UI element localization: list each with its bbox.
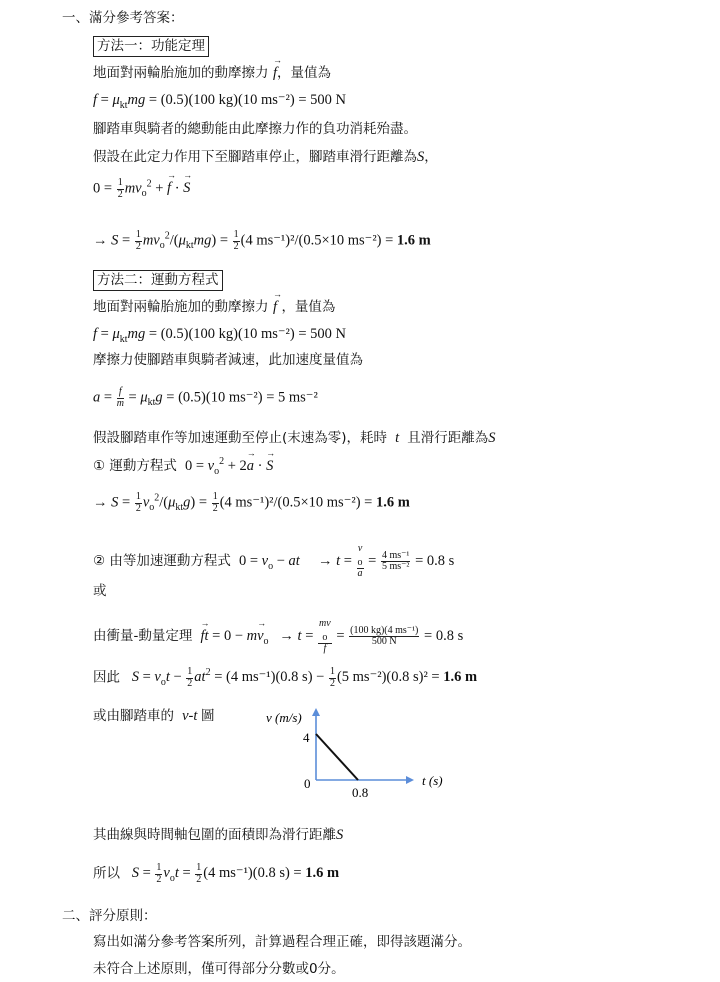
- method2-assumption-text-2: 且滑行距離為: [407, 430, 489, 446]
- method2-friction-line: [93, 298, 335, 317]
- acceleration-equation: a = $\frac{f}{m}$ = $\mu_{kt}g = (0.5)(10$ ms⁻²) = 5 ms⁻²: [93, 386, 318, 409]
- method1-friction-after: ，量值為: [276, 65, 331, 81]
- friction-vector-symbol: → f: [273, 298, 277, 316]
- final-equation: 所以 S = $\frac{1}{2}$ $v_ot$ = $\frac{1}{2}$ (4 ms⁻¹)(0.8 s) = 1.6 m: [93, 862, 340, 885]
- time-numerator: 4 ms⁻¹: [381, 549, 410, 561]
- displacement-calc: (4 ms⁻¹)(0.8 s) −: [226, 669, 328, 686]
- area-text: 其曲線與時間軸包圍的面積即為滑行距離: [93, 827, 336, 843]
- vt-graph-caption: 或由腳踏車的 v-t 圖: [93, 708, 215, 724]
- grading-principle-1: 寫出如滿分參考答案所列，計算過程合理正確，即得該題滿分。: [93, 934, 471, 950]
- method-two-title: 方法二：運動方程式: [93, 270, 223, 291]
- method1-result: 1.6 m: [396, 232, 431, 249]
- graph-y-tick: 4: [303, 730, 310, 745]
- graph-y-label: v (m/s): [266, 710, 302, 725]
- method2-friction-equation: $f = \mu_{kt}mg = (0.5)(100$ kg)(10 ms⁻²) = 500 N: [93, 326, 346, 345]
- displacement-equation: 因此 $S = v_ot$ − $\frac{1}{2}$ $at^2 = (4$ ms⁻¹)(0.8 s) − $\frac{1}{2}$ (5 ms⁻²)(0.8 s)² = 1.6 m: [93, 666, 478, 689]
- method1-energy-equation: 0 = $\frac{1}{2}$ $mv_o^2$ + → f · → S: [93, 178, 190, 201]
- case-one-label: ① 運動方程式: [93, 457, 177, 474]
- displacement-calc-2: (5 ms⁻²)(0.8 s)² =: [336, 669, 444, 686]
- graph-x-label: t (s): [422, 773, 443, 788]
- impulse-denominator: 500 N: [371, 636, 397, 648]
- area-statement: 其曲線與時間軸包圍的面積即為滑行距離S: [93, 827, 344, 843]
- final-result: 1.6 m: [305, 865, 340, 882]
- method2-eq1-value: = (0.5)(100 kg)(10 ms⁻²) = 500 N: [148, 326, 346, 342]
- method2-result-calc: (4 ms⁻¹)²/(0.5×10 ms⁻²) =: [219, 494, 376, 511]
- graph-x-tick: 0.8: [352, 785, 369, 800]
- method2-friction-text: 地面對兩輪胎施加的動摩擦力: [93, 299, 269, 315]
- method2-assumption-line: 假設腳踏車作等加速運動至停止(末速為零)，耗時 t 且滑行距離為S: [93, 430, 496, 446]
- kinematic-equation-1: ① 運動方程式 $0 = v_o^2 + 2\to a$ · → S: [93, 456, 273, 478]
- grading-principle-2: 未符合上述原則，僅可得部分分數或0分。: [93, 961, 345, 977]
- method1-friction-equation: $f = \mu_{kt}mg = (0.5)(100$ kg)(10 ms⁻²) = 500 N: [93, 92, 346, 111]
- method1-result-equation: → S = $\frac{1}{2}$ $mv_o^2/(\mu_{kt}mg)$ = $\frac{1}{2}$ (4 ms⁻¹)²/(0.5×10 ms⁻²) = 1.6 m: [93, 229, 431, 252]
- graph-x-arrow: [406, 776, 414, 784]
- kinematic-equation-2: ② 由等加速運動方程式 $0 = v_o$ − at → t = v $_o$ a = $\frac{\text{4 ms⁻¹}}{\text{5 ms⁻²}}$ = 0.8 s: [93, 543, 455, 579]
- friction-vector-symbol: → f: [273, 64, 277, 82]
- vt-caption-suffix: 圖: [201, 708, 215, 724]
- velocity-time-graph: [260, 706, 460, 801]
- method2-result-equation: → S = $\frac{1}{2}$ $v_o^2/(\mu_{kt}g)$ = $\frac{1}{2}$ (4 ms⁻¹)²/(0.5×10 ms⁻²) = 1.6 m: [93, 491, 410, 514]
- case-two-label: ② 由等加速運動方程式: [93, 553, 231, 570]
- time-value: = 0.8 s: [415, 553, 455, 570]
- method1-energy-statement: 腳踏車與騎者的總動能由此摩擦力作的負功消耗殆盡。: [93, 121, 417, 137]
- therefore-label: 因此: [93, 669, 120, 686]
- so-label: 所以: [93, 865, 120, 882]
- method2-friction-after: ，量值為: [281, 299, 336, 315]
- method1-friction-text: 地面對兩輪胎施加的動摩擦力: [93, 65, 269, 81]
- graph-origin: 0: [304, 776, 311, 791]
- impulse-momentum-equation: 由衝量-動量定理 → ft = $0 - m\to v_o \to t$ = mv $_o$ f = $\frac{\text{(100 kg)(4 ms⁻¹)}}{500 N}$ = 0.8 s: [93, 619, 463, 655]
- section-heading: 一、滿分參考答案：: [62, 10, 184, 26]
- or-text: 或: [93, 583, 107, 599]
- impulse-numerator: (100 kg)(4 ms⁻¹): [350, 624, 419, 636]
- method1-distance-line: 假設在此定力作用下至腳踏車停止，腳踏車滑行距離為S，: [93, 149, 438, 165]
- method1-result-calc: (4 ms⁻¹)²/(0.5×10 ms⁻²) =: [240, 232, 397, 249]
- method1-friction-line: [93, 64, 331, 83]
- velocity-line: [316, 734, 358, 780]
- method1-distance-text: 假設在此定力作用下至腳踏車停止，腳踏車滑行距離為: [93, 149, 417, 165]
- time-denominator: 5 ms⁻²: [381, 561, 410, 573]
- section-heading-2: 二、評分原則：: [62, 908, 157, 924]
- final-calc: (4 ms⁻¹)(0.8 s) =: [203, 865, 306, 882]
- method2-deceleration-statement: 摩擦力使腳踏車與騎者減速，此加速度量值為: [93, 352, 363, 368]
- impulse-label: 由衝量-動量定理: [93, 628, 193, 645]
- displacement-result: 1.6 m: [443, 669, 478, 686]
- method2-assumption-text: 假設腳踏車作等加速運動至停止(末速為零)，耗時: [93, 430, 388, 446]
- vt-caption-text: 或由腳踏車的: [93, 708, 174, 724]
- acceleration-value: = (0.5)(10 ms⁻²) = 5 ms⁻²: [166, 389, 318, 406]
- method2-result: 1.6 m: [375, 494, 410, 511]
- method1-eq1-value: = (0.5)(100 kg)(10 ms⁻²) = 500 N: [148, 92, 346, 108]
- method-one-title: 方法一：功能定理: [93, 36, 209, 57]
- impulse-time-value: = 0.8 s: [424, 628, 464, 645]
- graph-y-arrow: [312, 708, 320, 716]
